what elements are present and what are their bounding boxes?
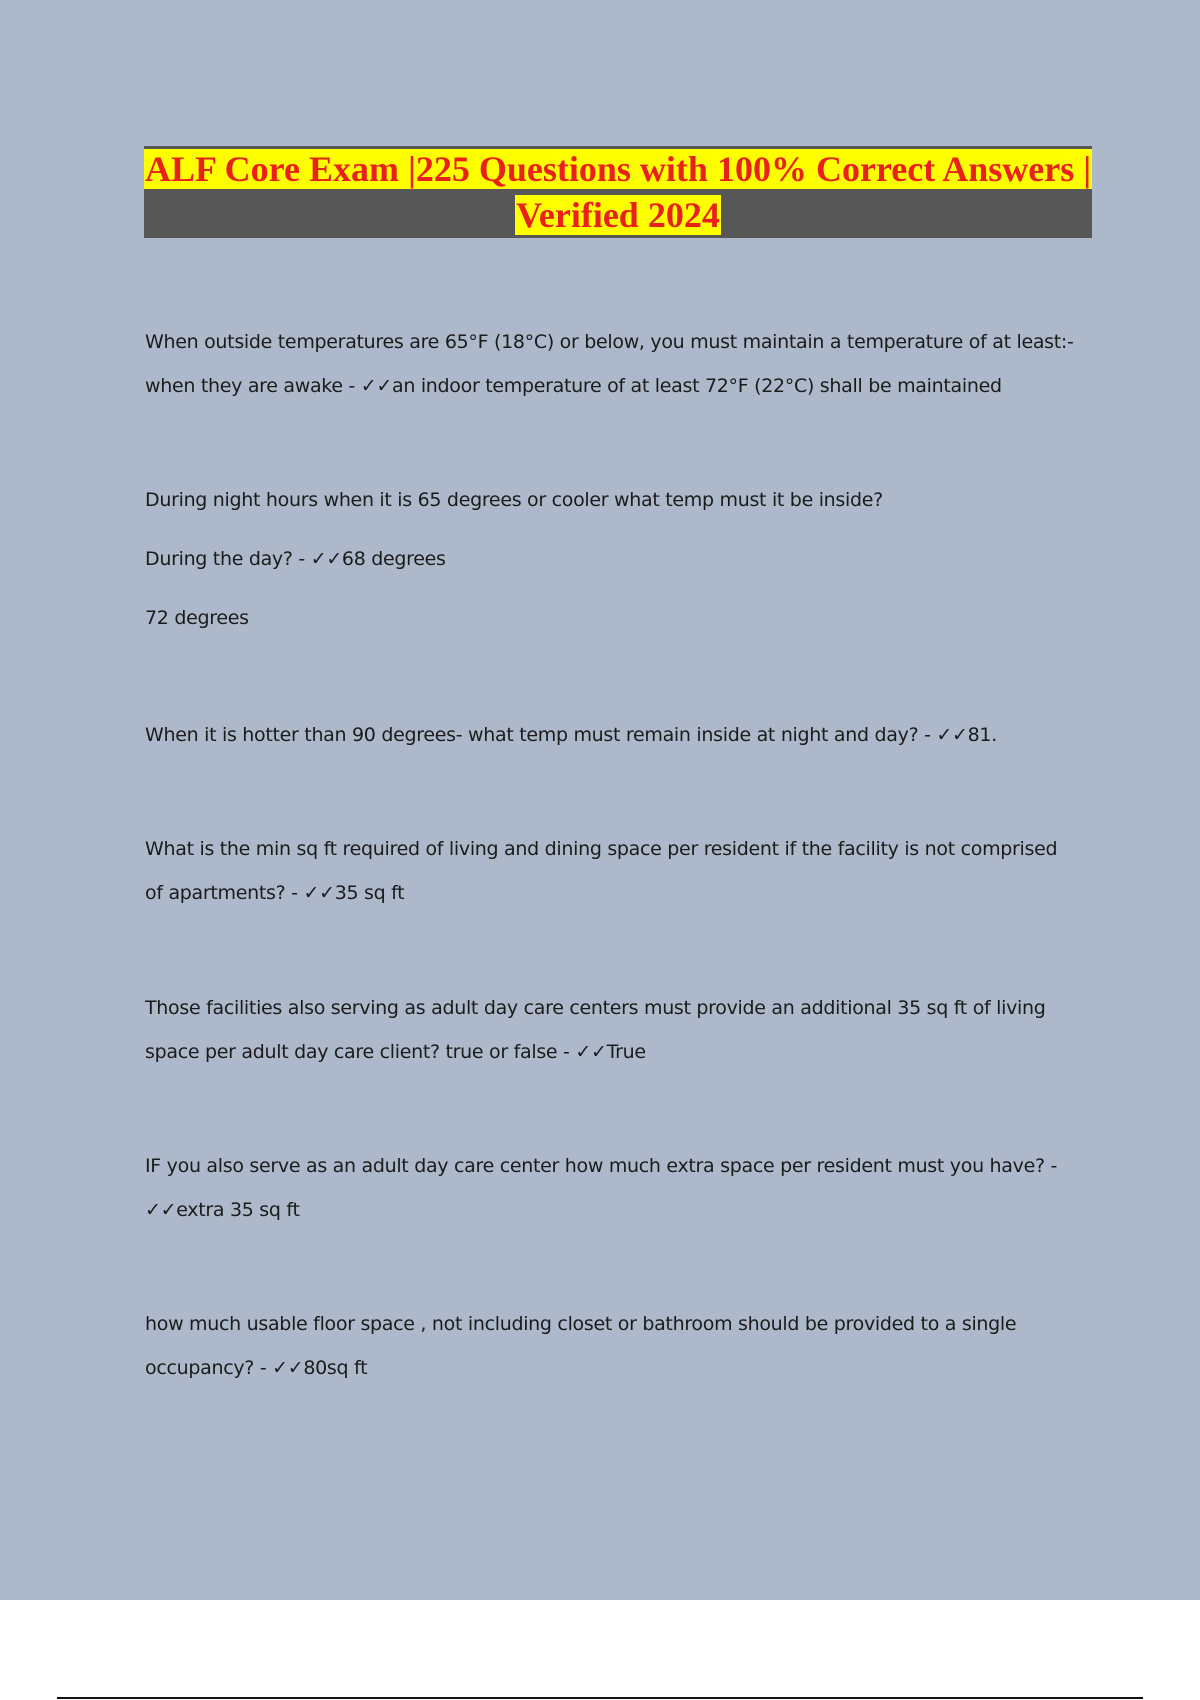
qa-entry-question: During night hours when it is 65 degrees or cooler what temp must it be inside? — [145, 489, 883, 511]
qa-entry-answer: During the day? - ✓✓68 degrees — [145, 548, 446, 570]
qa-entry-7 — [145, 1302, 1075, 1390]
document-title — [144, 146, 1092, 238]
footer-divider — [57, 1697, 1143, 1699]
qa-entry-answer-extra: 72 degrees — [145, 607, 249, 629]
qa-entry-text: When it is hotter than 90 degrees- what temp must remain inside at night and day? - ✓✓81. — [145, 724, 997, 746]
qa-entry-1 — [145, 320, 1075, 408]
qa-entry-3 — [145, 713, 1075, 757]
qa-entry-4 — [145, 827, 1075, 915]
qa-entry-text: What is the min sq ft required of living and dining space per resident if the facility is not comprised of apartments? - ✓✓35 sq ft — [145, 838, 1058, 904]
qa-entry-text: how much usable floor space , not including closet or bathroom should be provided to a single occupancy? - ✓✓80sq ft — [145, 1313, 1017, 1379]
qa-entry-6 — [145, 1144, 1075, 1232]
qa-entry-5 — [145, 986, 1075, 1074]
qa-entry-text: Those facilities also serving as adult day care centers must provide an additional 35 sq ft of living space per adult day care client? true or false - ✓✓True — [145, 997, 1046, 1063]
qa-entry-text: When outside temperatures are 65°F (18°C) or below, you must maintain a temperature of at least:- when they are awake - ✓✓an indoor temperature of at least 72°F (22°C) shall be maintained — [145, 331, 1074, 397]
qa-entry-text: IF you also serve as an adult day care center how much extra space per resident must you have? - ✓✓extra 35 sq ft — [145, 1155, 1058, 1221]
qa-entry-2 — [145, 478, 1075, 640]
document-title-text: ALF Core Exam |225 Questions with 100% Correct Answers | Verified 2024 — [145, 149, 1092, 235]
